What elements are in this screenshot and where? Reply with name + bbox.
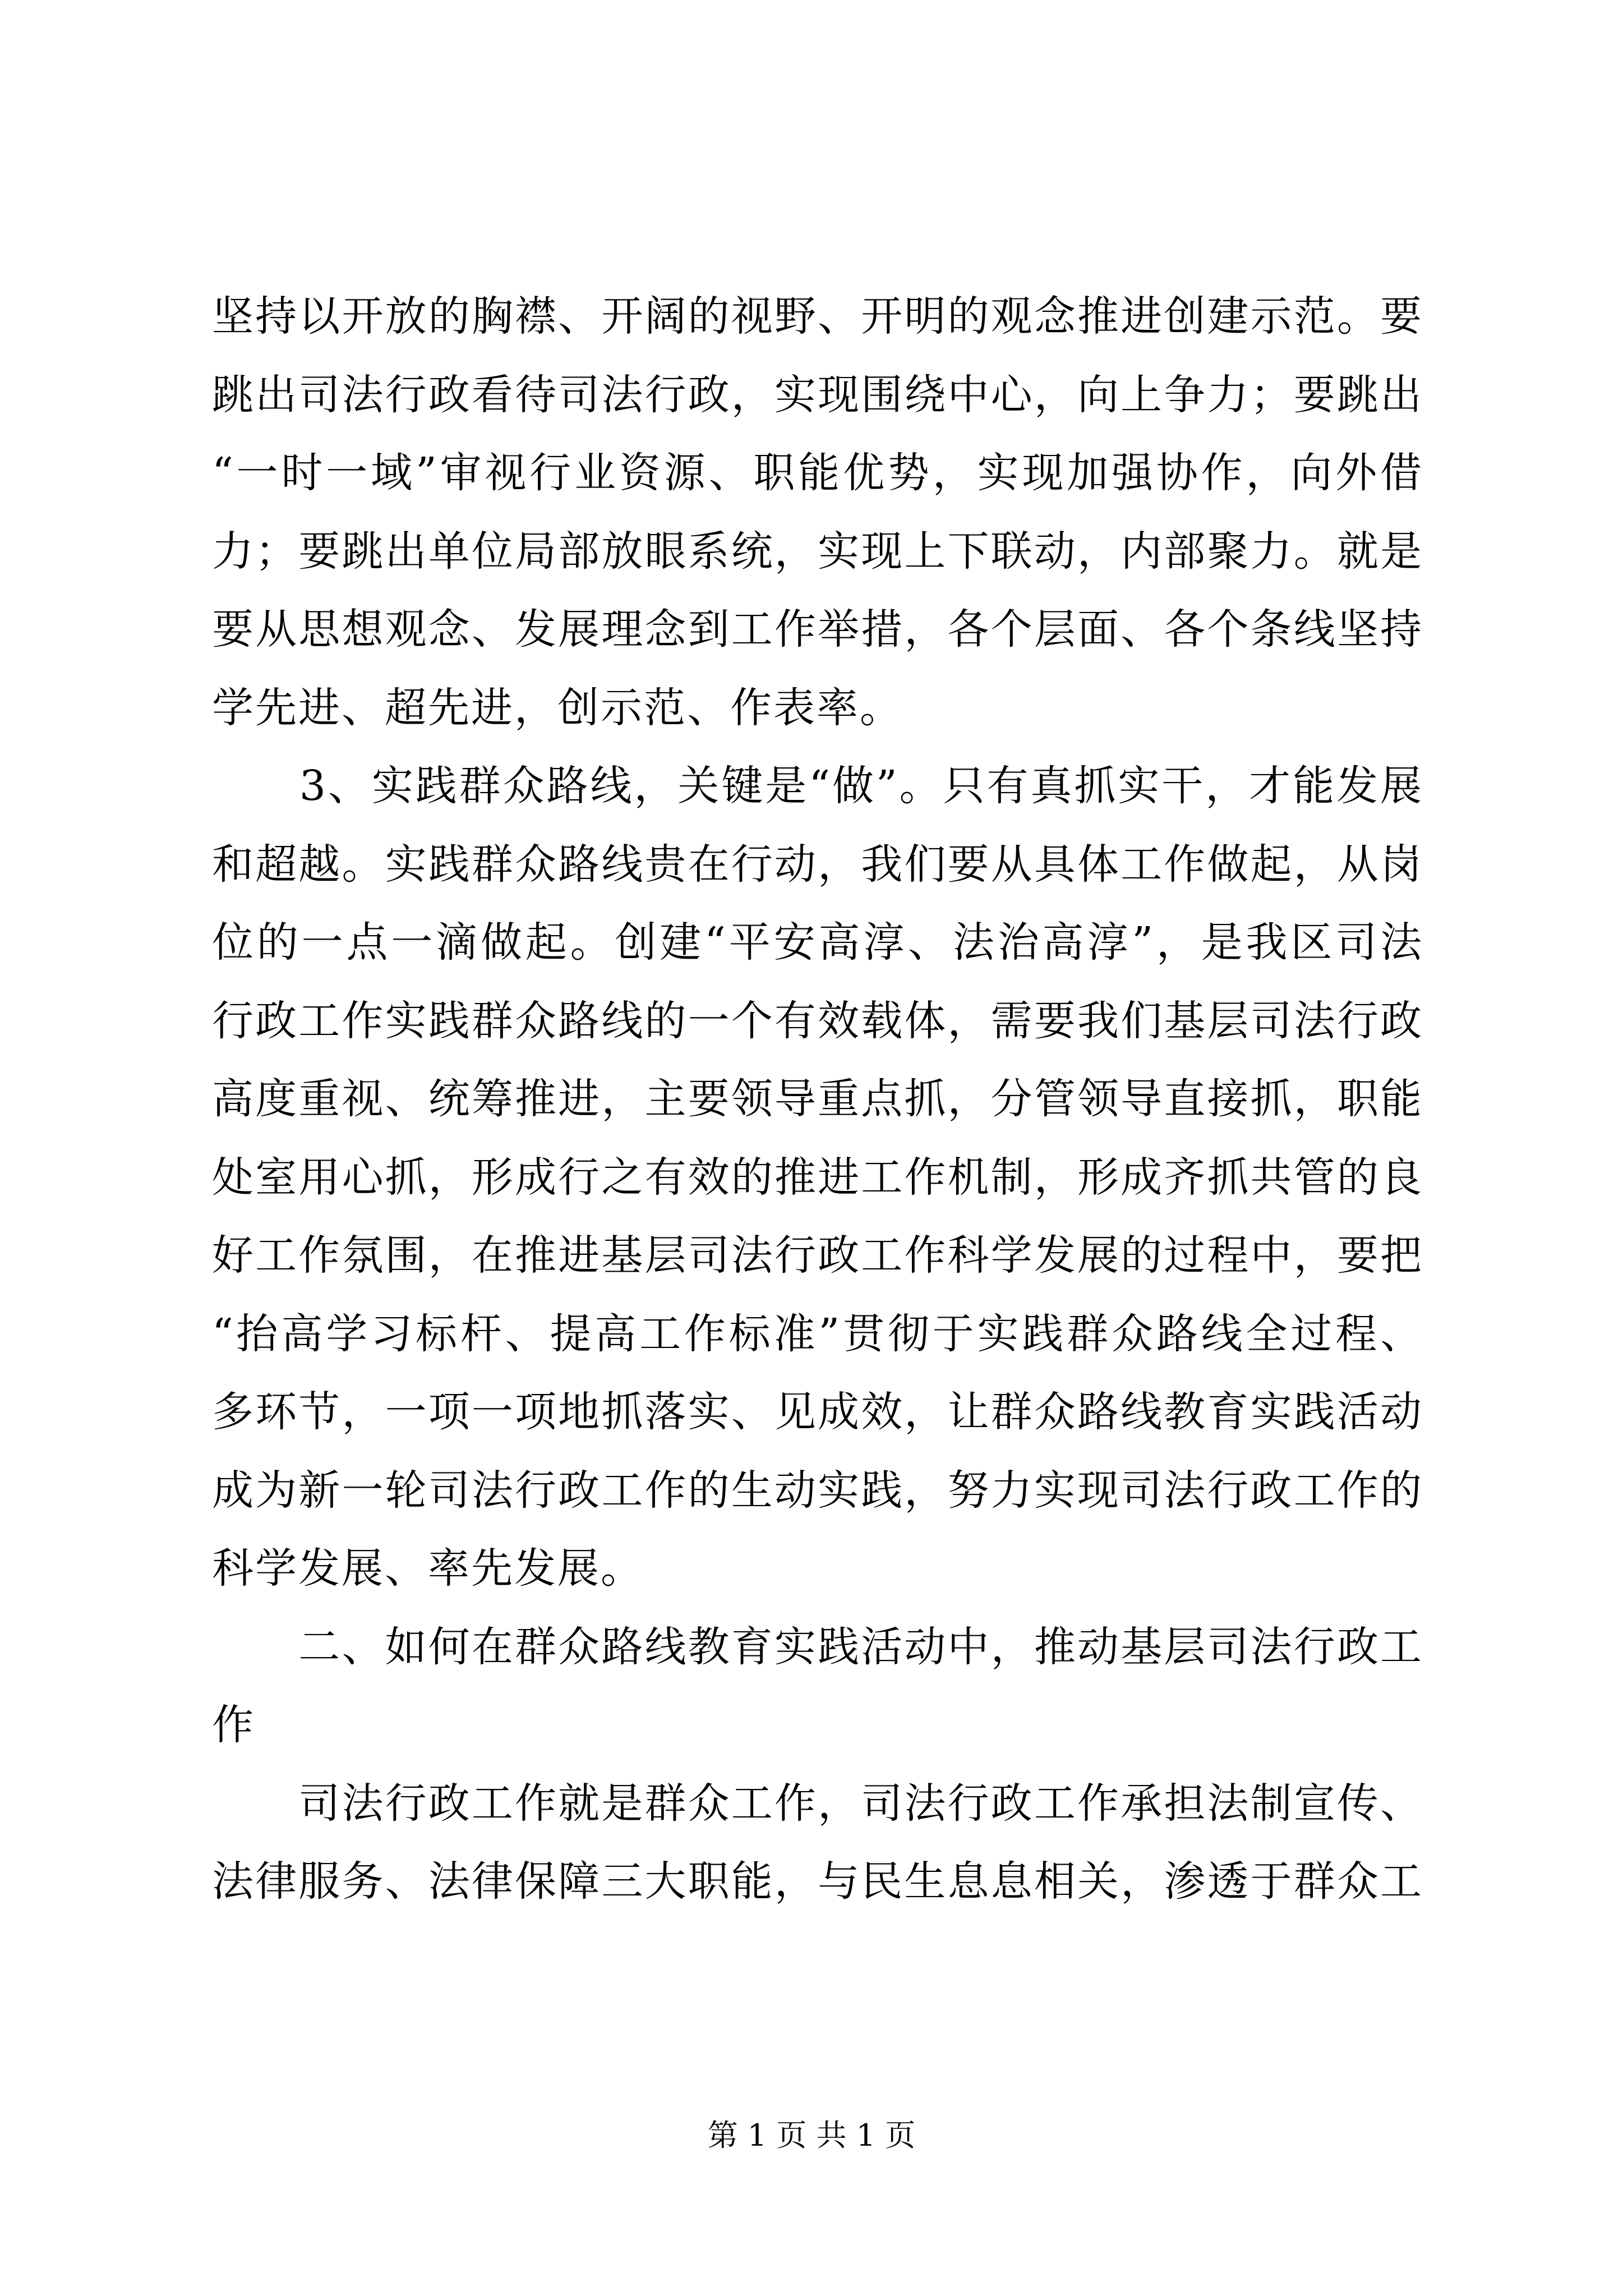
text-line: 作: [212, 1701, 255, 1749]
text-line: 学先进、超先进，创示范、作表率。: [212, 683, 903, 732]
text-line: 二、如何在群众路线教育实践活动中，推动基层司法行政工: [212, 1622, 1423, 1671]
text-line: 司法行政工作就是群众工作，司法行政工作承担法制宣传、: [212, 1779, 1423, 1828]
text-line: 成为新一轮司法行政工作的生动实践，努力实现司法行政工作的: [212, 1466, 1423, 1515]
text-line: 坚持以开放的胸襟、开阔的视野、开明的观念推进创建示范。要: [212, 292, 1423, 341]
text-line: 和超越。实践群众路线贵在行动，我们要从具体工作做起，从岗: [212, 840, 1423, 889]
page-footer: 第 1 页 共 1 页: [707, 2118, 916, 2153]
text-line: 法律服务、法律保障三大职能，与民生息息相关，渗透于群众工: [212, 1857, 1423, 1906]
text-line: “一时一域”审视行业资源、职能优势，实现加强协作，向外借: [212, 449, 1423, 497]
text-line: “抬高学习标杆、提高工作标准”贯彻于实践群众路线全过程、: [212, 1309, 1423, 1358]
text-line: 3、实践群众路线，关键是“做”。只有真抓实干，才能发展: [212, 762, 1423, 810]
text-line: 要从思想观念、发展理念到工作举措，各个层面、各个条线坚持: [212, 605, 1423, 654]
text-line: 科学发展、率先发展。: [212, 1544, 644, 1593]
text-line: 力；要跳出单位局部放眼系统，实现上下联动，内部聚力。就是: [212, 527, 1423, 576]
text-line: 跳出司法行政看待司法行政，实现围绕中心，向上争力；要跳出: [212, 370, 1423, 419]
text-line: 多环节，一项一项地抓落实、见成效，让群众路线教育实践活动: [212, 1388, 1423, 1436]
text-line: 位的一点一滴做起。创建“平安高淳、法治高淳”，是我区司法: [212, 918, 1423, 967]
text-line: 处室用心抓，形成行之有效的推进工作机制，形成齐抓共管的良: [212, 1153, 1423, 1202]
text-line: 高度重视、统筹推进，主要领导重点抓，分管领导直接抓，职能: [212, 1075, 1423, 1123]
text-line: 行政工作实践群众路线的一个有效载体，需要我们基层司法行政: [212, 996, 1423, 1045]
body-text: [212, 285, 1423, 1929]
text-line: 好工作氛围，在推进基层司法行政工作科学发展的过程中，要把: [212, 1231, 1423, 1280]
